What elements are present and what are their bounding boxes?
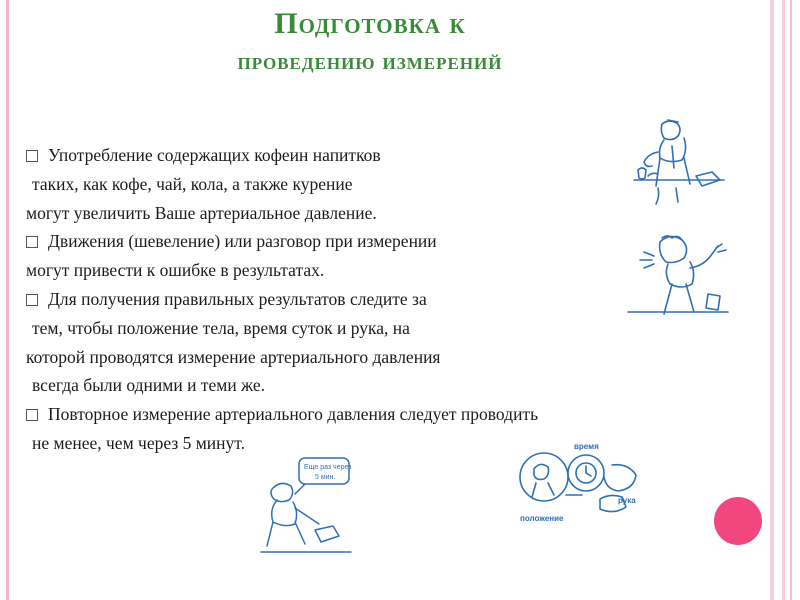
text-line: таких, как кофе, чай, кола, а также курение: [32, 173, 353, 194]
right-border-stripe: [770, 0, 774, 600]
woman-talking-illustration: [624, 228, 732, 324]
arm-label: рука: [618, 496, 636, 505]
text-line: тем, чтобы положение тела, время суток и рука, на: [32, 317, 410, 338]
line-text: Для получения правильных результатов следите за: [48, 288, 427, 309]
text-line: могут привести к ошибке в результатах.: [26, 260, 325, 281]
repeat-measurement-illustration: [255, 452, 359, 562]
bullet-line: [26, 400, 726, 429]
left-border-line: [6, 0, 9, 600]
slide-title: [0, 4, 740, 78]
position-label: положение: [520, 514, 564, 523]
decorative-circle: [714, 497, 762, 545]
bullet-icon: [26, 409, 38, 421]
text-line: не менее, чем через 5 минут.: [32, 432, 245, 453]
bullet-icon: [26, 236, 38, 248]
coffee-drinking-illustration: [624, 116, 728, 216]
title-line-1: Подготовка к: [274, 7, 466, 40]
text-line: всегда были одними и теми же.: [32, 375, 266, 396]
text-line: которой проводятся измерение артериального давления: [26, 346, 441, 367]
bullet-icon: [26, 150, 38, 162]
title-line-2: проведению измерений: [237, 49, 503, 75]
right-border-stripe: [790, 0, 792, 600]
bullet-icon: [26, 294, 38, 306]
speech-bubble-text-1: Еще раз через: [304, 464, 352, 471]
text-line: могут увеличить Ваше артериальное давление.: [26, 202, 377, 223]
line-text: Повторное измерение артериального давления следует проводить: [48, 404, 539, 425]
bullet-line: [26, 227, 726, 256]
bullet-line: [26, 141, 726, 170]
time-arm-position-illustration: [514, 437, 648, 531]
body-text: [26, 141, 726, 458]
speech-bubble-text-2: 5 мин.: [315, 474, 336, 481]
line-text: Движения (шевеление) или разговор при измерении: [48, 231, 437, 252]
right-border-stripe: [782, 0, 785, 600]
line-text: Употребление содержащих кофеин напитков: [48, 145, 381, 165]
bullet-line: [26, 285, 726, 314]
time-label: время: [574, 442, 599, 451]
